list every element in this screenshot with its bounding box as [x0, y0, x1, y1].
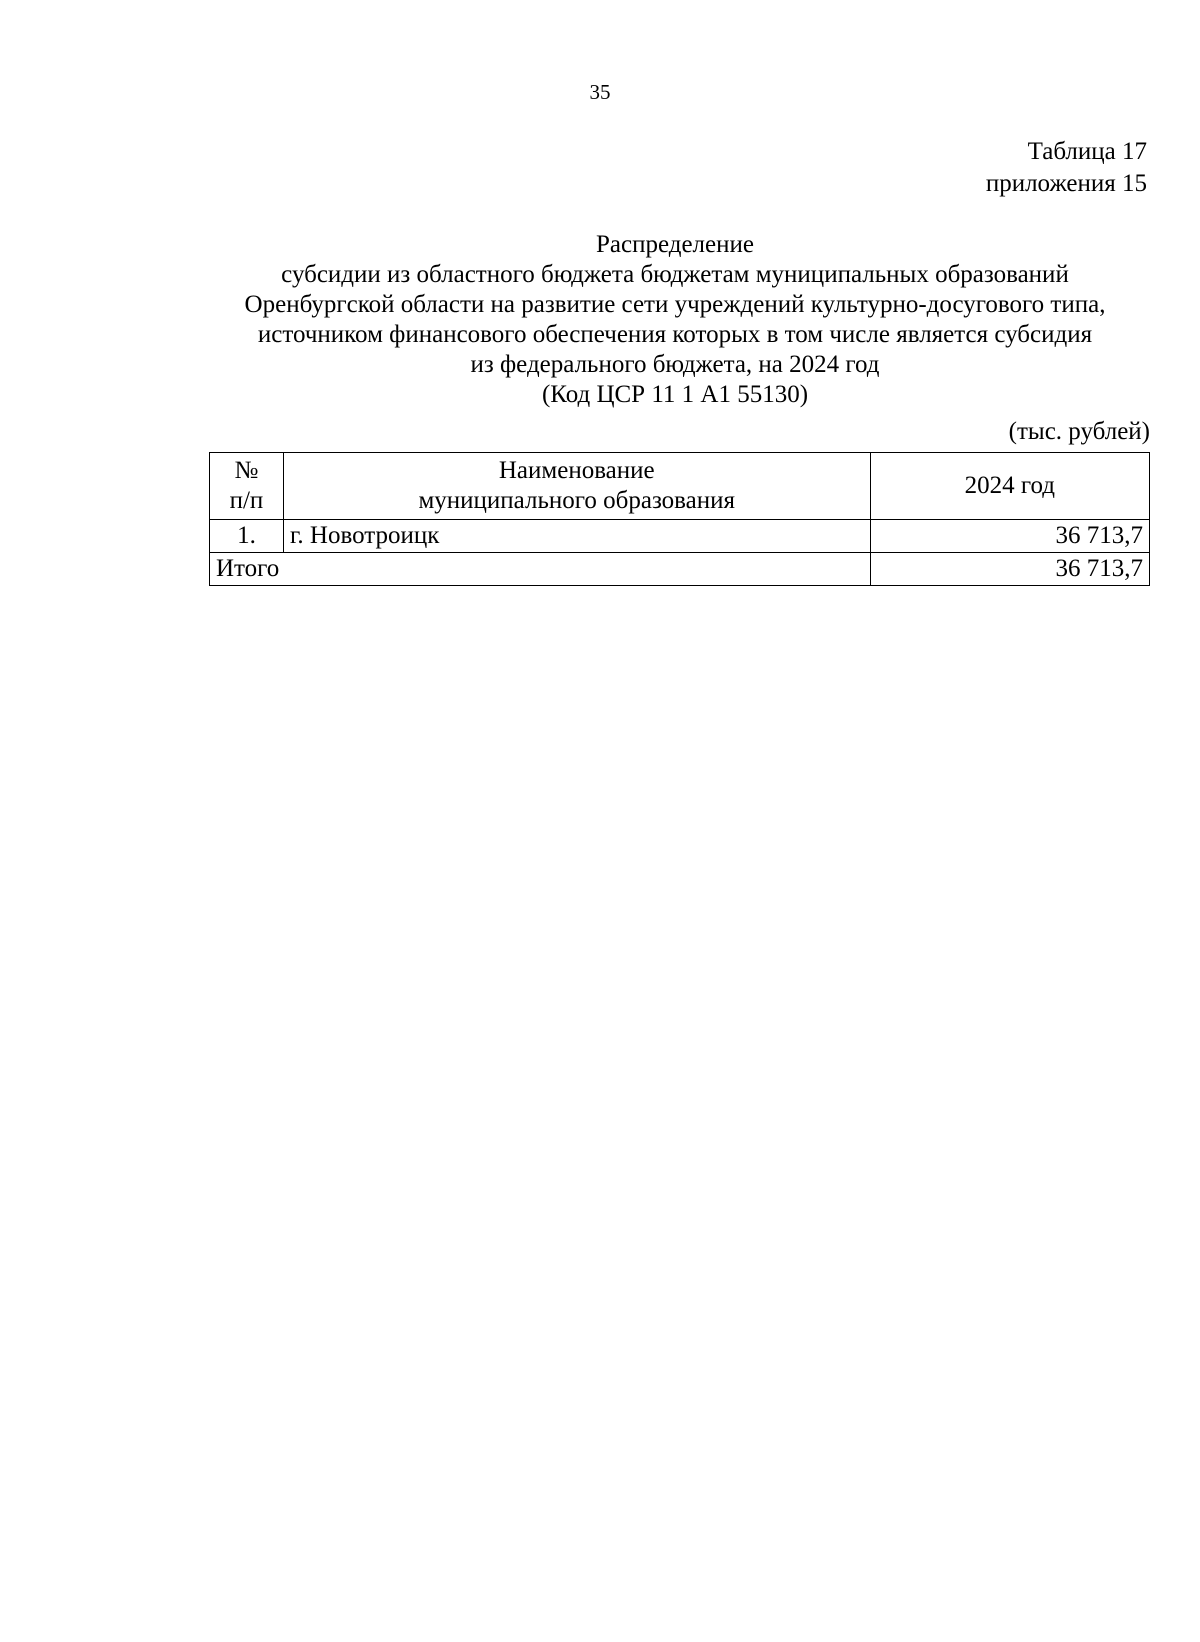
header-name — [283, 453, 870, 520]
table-reference-line-1: Таблица 17 — [1027, 138, 1147, 165]
row-number: 1. — [210, 520, 284, 553]
title-line-2: субсидии из областного бюджета бюджетам муниципальных образований — [281, 261, 1069, 288]
header-name-line-1: Наименование — [498, 457, 655, 484]
title-line-1: Распределение — [596, 231, 754, 258]
total-label: Итого — [210, 553, 871, 586]
page-number: 35 — [589, 80, 611, 104]
table-header-row — [210, 453, 1150, 520]
distribution-table — [209, 452, 1150, 586]
header-number — [210, 453, 284, 520]
row-value: 36 713,7 — [870, 520, 1149, 553]
header-number-line-1: № — [234, 457, 259, 484]
header-name-line-2: муниципального образования — [418, 487, 736, 514]
title-line-4: источником финансового обеспечения которых в том числе является субсидия — [257, 321, 1093, 348]
title-line-3: Оренбургской области на развитие сети учреждений культурно-досугового типа, — [244, 291, 1106, 318]
table-reference — [986, 136, 1147, 200]
total-row — [210, 553, 1150, 586]
document-title — [150, 230, 1200, 410]
row-name: г. Новотроицк — [283, 520, 870, 553]
table-row — [210, 520, 1150, 553]
title-line-6: (Код ЦСР 11 1 А1 55130) — [541, 381, 809, 408]
units-label: (тыс. рублей) — [1008, 418, 1150, 445]
title-line-5: из федерального бюджета, на 2024 год — [470, 351, 880, 378]
table-reference-line-2: приложения 15 — [985, 170, 1147, 197]
total-value: 36 713,7 — [870, 553, 1149, 586]
header-value: 2024 год — [870, 453, 1149, 520]
header-number-line-2: п/п — [229, 487, 264, 514]
